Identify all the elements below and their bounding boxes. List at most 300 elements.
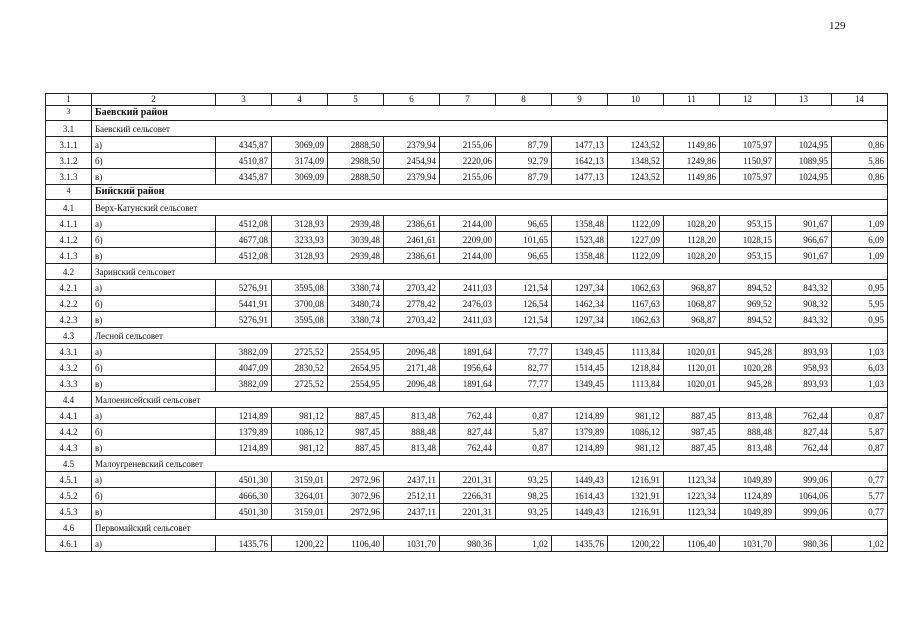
value-cell: 2888,50 <box>328 137 384 153</box>
value-cell: 945,28 <box>720 344 776 360</box>
value-cell: 981,12 <box>608 408 664 424</box>
tariff-table <box>45 93 888 552</box>
value-cell: 1349,45 <box>552 344 608 360</box>
council-name: Малоугреневский сельсовет <box>92 456 888 472</box>
row-variant-label: в) <box>92 504 216 520</box>
council-name: Первомайский сельсовет <box>92 520 888 536</box>
value-cell: 968,87 <box>664 312 720 328</box>
value-cell: 1024,95 <box>776 137 832 153</box>
value-cell: 1086,12 <box>272 424 328 440</box>
table-row <box>46 472 888 488</box>
value-cell: 0,87 <box>832 408 888 424</box>
value-cell: 1379,89 <box>552 424 608 440</box>
value-cell: 999,06 <box>776 504 832 520</box>
council-code: 4.4 <box>46 392 92 408</box>
value-cell: 92,79 <box>496 153 552 169</box>
value-cell: 1123,34 <box>664 504 720 520</box>
value-cell: 1214,89 <box>552 408 608 424</box>
value-cell: 2512,11 <box>384 488 440 504</box>
value-cell: 3069,09 <box>272 169 328 185</box>
value-cell: 5,95 <box>832 296 888 312</box>
value-cell: 121,54 <box>496 312 552 328</box>
council-code: 4.5 <box>46 456 92 472</box>
value-cell: 1106,40 <box>328 536 384 552</box>
district-code: 3 <box>46 106 92 121</box>
value-cell: 4501,30 <box>216 472 272 488</box>
value-cell: 1891,64 <box>440 376 496 392</box>
council-name: Малоенисейский сельсовет <box>92 392 888 408</box>
value-cell: 2096,48 <box>384 376 440 392</box>
value-cell: 981,12 <box>272 440 328 456</box>
value-cell: 1321,91 <box>608 488 664 504</box>
value-cell: 0,95 <box>832 312 888 328</box>
value-cell: 958,93 <box>776 360 832 376</box>
row-code: 4.3.1 <box>46 344 92 360</box>
row-code: 4.4.1 <box>46 408 92 424</box>
column-number-header: 11 <box>664 94 720 106</box>
value-cell: 1200,22 <box>272 536 328 552</box>
row-code: 4.5.1 <box>46 472 92 488</box>
value-cell: 2155,06 <box>440 169 496 185</box>
value-cell: 1200,22 <box>608 536 664 552</box>
value-cell: 5,86 <box>832 153 888 169</box>
value-cell: 3264,01 <box>272 488 328 504</box>
row-variant-label: в) <box>92 248 216 264</box>
value-cell: 3882,09 <box>216 344 272 360</box>
value-cell: 126,54 <box>496 296 552 312</box>
value-cell: 5441,91 <box>216 296 272 312</box>
value-cell: 96,65 <box>496 216 552 232</box>
district-name: Баевский район <box>92 106 888 121</box>
value-cell: 980,36 <box>776 536 832 552</box>
value-cell: 3380,74 <box>328 280 384 296</box>
row-variant-label: в) <box>92 440 216 456</box>
value-cell: 1020,28 <box>720 360 776 376</box>
value-cell: 5,77 <box>832 488 888 504</box>
row-code: 4.1.3 <box>46 248 92 264</box>
value-cell: 1891,64 <box>440 344 496 360</box>
column-number-header: 4 <box>272 94 328 106</box>
column-number-header: 14 <box>832 94 888 106</box>
value-cell: 2201,31 <box>440 504 496 520</box>
value-cell: 1,09 <box>832 248 888 264</box>
table-row <box>46 504 888 520</box>
value-cell: 1227,09 <box>608 232 664 248</box>
row-code: 4.2.2 <box>46 296 92 312</box>
row-code: 4.2.3 <box>46 312 92 328</box>
value-cell: 901,67 <box>776 248 832 264</box>
value-cell: 3174,09 <box>272 153 328 169</box>
value-cell: 121,54 <box>496 280 552 296</box>
value-cell: 1028,15 <box>720 232 776 248</box>
row-code: 4.6.1 <box>46 536 92 552</box>
table-row <box>46 137 888 153</box>
value-cell: 1113,84 <box>608 376 664 392</box>
value-cell: 1028,20 <box>664 216 720 232</box>
council-code: 4.2 <box>46 264 92 280</box>
value-cell: 3595,08 <box>272 280 328 296</box>
value-cell: 1122,09 <box>608 216 664 232</box>
value-cell: 1956,64 <box>440 360 496 376</box>
value-cell: 4047,09 <box>216 360 272 376</box>
row-code: 4.3.3 <box>46 376 92 392</box>
value-cell: 762,44 <box>776 408 832 424</box>
value-cell: 1216,91 <box>608 472 664 488</box>
value-cell: 1028,20 <box>664 248 720 264</box>
value-cell: 887,45 <box>664 440 720 456</box>
row-variant-label: а) <box>92 216 216 232</box>
value-cell: 1123,34 <box>664 472 720 488</box>
row-code: 3.1.3 <box>46 169 92 185</box>
value-cell: 2972,96 <box>328 504 384 520</box>
value-cell: 4512,08 <box>216 248 272 264</box>
column-number-header: 5 <box>328 94 384 106</box>
value-cell: 1297,34 <box>552 312 608 328</box>
value-cell: 2144,00 <box>440 216 496 232</box>
value-cell: 2209,00 <box>440 232 496 248</box>
table-row <box>46 248 888 264</box>
value-cell: 2461,61 <box>384 232 440 248</box>
value-cell: 969,52 <box>720 296 776 312</box>
value-cell: 2476,03 <box>440 296 496 312</box>
value-cell: 82,77 <box>496 360 552 376</box>
row-variant-label: а) <box>92 408 216 424</box>
value-cell: 1614,43 <box>552 488 608 504</box>
value-cell: 1477,13 <box>552 169 608 185</box>
value-cell: 813,48 <box>384 440 440 456</box>
value-cell: 0,95 <box>832 280 888 296</box>
value-cell: 2554,95 <box>328 344 384 360</box>
council-name: Верх-Катунский сельсовет <box>92 200 888 216</box>
value-cell: 813,48 <box>384 408 440 424</box>
value-cell: 3882,09 <box>216 376 272 392</box>
value-cell: 1062,63 <box>608 312 664 328</box>
column-number-header: 12 <box>720 94 776 106</box>
table-row <box>46 440 888 456</box>
value-cell: 2939,48 <box>328 248 384 264</box>
value-cell: 2725,52 <box>272 376 328 392</box>
row-variant-label: а) <box>92 344 216 360</box>
value-cell: 1477,13 <box>552 137 608 153</box>
value-cell: 6,03 <box>832 360 888 376</box>
council-row <box>46 200 888 216</box>
value-cell: 813,48 <box>720 408 776 424</box>
value-cell: 2725,52 <box>272 344 328 360</box>
value-cell: 3072,96 <box>328 488 384 504</box>
value-cell: 1128,20 <box>664 232 720 248</box>
value-cell: 1348,52 <box>608 153 664 169</box>
value-cell: 3380,74 <box>328 312 384 328</box>
row-code: 4.4.2 <box>46 424 92 440</box>
value-cell: 1149,86 <box>664 169 720 185</box>
council-code: 4.1 <box>46 200 92 216</box>
council-row <box>46 328 888 344</box>
value-cell: 2144,00 <box>440 248 496 264</box>
row-variant-label: б) <box>92 488 216 504</box>
value-cell: 1024,95 <box>776 169 832 185</box>
value-cell: 1020,01 <box>664 376 720 392</box>
value-cell: 1149,86 <box>664 137 720 153</box>
value-cell: 0,86 <box>832 169 888 185</box>
row-variant-label: б) <box>92 232 216 248</box>
council-code: 4.3 <box>46 328 92 344</box>
table-row <box>46 216 888 232</box>
value-cell: 1,09 <box>832 216 888 232</box>
value-cell: 1449,43 <box>552 472 608 488</box>
value-cell: 894,52 <box>720 280 776 296</box>
value-cell: 987,45 <box>328 424 384 440</box>
value-cell: 1089,95 <box>776 153 832 169</box>
value-cell: 1122,09 <box>608 248 664 264</box>
row-variant-label: а) <box>92 137 216 153</box>
table-row <box>46 360 888 376</box>
value-cell: 762,44 <box>776 440 832 456</box>
value-cell: 2888,50 <box>328 169 384 185</box>
value-cell: 1514,45 <box>552 360 608 376</box>
value-cell: 1064,06 <box>776 488 832 504</box>
council-row <box>46 456 888 472</box>
council-code: 3.1 <box>46 121 92 137</box>
value-cell: 4677,08 <box>216 232 272 248</box>
table-row <box>46 153 888 169</box>
value-cell: 4512,08 <box>216 216 272 232</box>
value-cell: 4501,30 <box>216 504 272 520</box>
value-cell: 888,48 <box>720 424 776 440</box>
council-row <box>46 392 888 408</box>
value-cell: 1113,84 <box>608 344 664 360</box>
council-code: 4.6 <box>46 520 92 536</box>
value-cell: 1218,84 <box>608 360 664 376</box>
value-cell: 1031,70 <box>720 536 776 552</box>
row-code: 4.5.2 <box>46 488 92 504</box>
value-cell: 827,44 <box>440 424 496 440</box>
value-cell: 3700,08 <box>272 296 328 312</box>
value-cell: 1124,89 <box>720 488 776 504</box>
value-cell: 762,44 <box>440 440 496 456</box>
value-cell: 4345,87 <box>216 137 272 153</box>
value-cell: 1349,45 <box>552 376 608 392</box>
value-cell: 1249,86 <box>664 153 720 169</box>
row-variant-label: в) <box>92 376 216 392</box>
table-row <box>46 424 888 440</box>
value-cell: 3159,01 <box>272 472 328 488</box>
value-cell: 2379,94 <box>384 137 440 153</box>
row-code: 3.1.1 <box>46 137 92 153</box>
row-variant-label: б) <box>92 296 216 312</box>
value-cell: 2201,31 <box>440 472 496 488</box>
row-code: 4.5.3 <box>46 504 92 520</box>
value-cell: 2830,52 <box>272 360 328 376</box>
value-cell: 1243,52 <box>608 169 664 185</box>
value-cell: 981,12 <box>272 408 328 424</box>
value-cell: 1214,89 <box>552 440 608 456</box>
header-row <box>46 94 888 106</box>
value-cell: 893,93 <box>776 376 832 392</box>
value-cell: 5276,91 <box>216 280 272 296</box>
value-cell: 3159,01 <box>272 504 328 520</box>
row-variant-label: б) <box>92 424 216 440</box>
value-cell: 908,32 <box>776 296 832 312</box>
value-cell: 893,93 <box>776 344 832 360</box>
district-code: 4 <box>46 185 92 200</box>
value-cell: 77,77 <box>496 376 552 392</box>
value-cell: 5,87 <box>832 424 888 440</box>
value-cell: 2379,94 <box>384 169 440 185</box>
column-number-header: 2 <box>92 94 216 106</box>
value-cell: 1449,43 <box>552 504 608 520</box>
value-cell: 1216,91 <box>608 504 664 520</box>
row-code: 4.1.2 <box>46 232 92 248</box>
value-cell: 987,45 <box>664 424 720 440</box>
value-cell: 953,15 <box>720 216 776 232</box>
row-variant-label: б) <box>92 360 216 376</box>
value-cell: 1,02 <box>496 536 552 552</box>
value-cell: 1,02 <box>832 536 888 552</box>
value-cell: 87,79 <box>496 169 552 185</box>
table-row <box>46 536 888 552</box>
table-row <box>46 169 888 185</box>
value-cell: 2411,03 <box>440 280 496 296</box>
column-number-header: 8 <box>496 94 552 106</box>
row-code: 4.3.2 <box>46 360 92 376</box>
value-cell: 93,25 <box>496 472 552 488</box>
row-variant-label: в) <box>92 169 216 185</box>
table-row <box>46 488 888 504</box>
table-row <box>46 408 888 424</box>
value-cell: 2096,48 <box>384 344 440 360</box>
value-cell: 1049,89 <box>720 472 776 488</box>
value-cell: 762,44 <box>440 408 496 424</box>
value-cell: 3480,74 <box>328 296 384 312</box>
value-cell: 87,79 <box>496 137 552 153</box>
value-cell: 2939,48 <box>328 216 384 232</box>
district-row <box>46 185 888 200</box>
value-cell: 968,87 <box>664 280 720 296</box>
value-cell: 981,12 <box>608 440 664 456</box>
value-cell: 966,67 <box>776 232 832 248</box>
value-cell: 0,87 <box>496 408 552 424</box>
value-cell: 2972,96 <box>328 472 384 488</box>
value-cell: 96,65 <box>496 248 552 264</box>
value-cell: 1,03 <box>832 344 888 360</box>
column-number-header: 13 <box>776 94 832 106</box>
row-variant-label: а) <box>92 472 216 488</box>
value-cell: 2155,06 <box>440 137 496 153</box>
value-cell: 1523,48 <box>552 232 608 248</box>
value-cell: 1214,89 <box>216 440 272 456</box>
value-cell: 1150,97 <box>720 153 776 169</box>
value-cell: 4510,87 <box>216 153 272 169</box>
value-cell: 5,87 <box>496 424 552 440</box>
value-cell: 1214,89 <box>216 408 272 424</box>
value-cell: 2411,03 <box>440 312 496 328</box>
row-variant-label: а) <box>92 280 216 296</box>
value-cell: 1379,89 <box>216 424 272 440</box>
value-cell: 1075,97 <box>720 137 776 153</box>
column-number-header: 1 <box>46 94 92 106</box>
value-cell: 2988,50 <box>328 153 384 169</box>
value-cell: 1167,63 <box>608 296 664 312</box>
column-number-header: 7 <box>440 94 496 106</box>
row-code: 4.1.1 <box>46 216 92 232</box>
value-cell: 1020,01 <box>664 344 720 360</box>
value-cell: 2220,06 <box>440 153 496 169</box>
value-cell: 101,65 <box>496 232 552 248</box>
value-cell: 1031,70 <box>384 536 440 552</box>
value-cell: 843,32 <box>776 280 832 296</box>
value-cell: 3128,93 <box>272 216 328 232</box>
value-cell: 1120,01 <box>664 360 720 376</box>
row-variant-label: а) <box>92 536 216 552</box>
value-cell: 1243,52 <box>608 137 664 153</box>
value-cell: 3128,93 <box>272 248 328 264</box>
value-cell: 888,48 <box>384 424 440 440</box>
value-cell: 2454,94 <box>384 153 440 169</box>
council-name: Баевский сельсовет <box>92 121 888 137</box>
value-cell: 827,44 <box>776 424 832 440</box>
value-cell: 98,25 <box>496 488 552 504</box>
value-cell: 2654,95 <box>328 360 384 376</box>
value-cell: 4666,30 <box>216 488 272 504</box>
council-name: Лесной сельсовет <box>92 328 888 344</box>
district-name: Бийский район <box>92 185 888 200</box>
value-cell: 1462,34 <box>552 296 608 312</box>
value-cell: 2554,95 <box>328 376 384 392</box>
column-number-header: 6 <box>384 94 440 106</box>
table-row <box>46 280 888 296</box>
value-cell: 2171,48 <box>384 360 440 376</box>
value-cell: 1075,97 <box>720 169 776 185</box>
value-cell: 813,48 <box>720 440 776 456</box>
district-row <box>46 106 888 121</box>
value-cell: 3069,09 <box>272 137 328 153</box>
value-cell: 0,87 <box>832 440 888 456</box>
value-cell: 2437,11 <box>384 472 440 488</box>
value-cell: 93,25 <box>496 504 552 520</box>
value-cell: 6,09 <box>832 232 888 248</box>
value-cell: 945,28 <box>720 376 776 392</box>
council-row <box>46 264 888 280</box>
value-cell: 1435,76 <box>216 536 272 552</box>
value-cell: 1106,40 <box>664 536 720 552</box>
row-variant-label: б) <box>92 153 216 169</box>
value-cell: 3233,93 <box>272 232 328 248</box>
value-cell: 1068,87 <box>664 296 720 312</box>
council-name: Заринский сельсовет <box>92 264 888 280</box>
value-cell: 0,77 <box>832 504 888 520</box>
value-cell: 4345,87 <box>216 169 272 185</box>
value-cell: 1358,48 <box>552 216 608 232</box>
value-cell: 1642,13 <box>552 153 608 169</box>
value-cell: 999,06 <box>776 472 832 488</box>
value-cell: 2703,42 <box>384 312 440 328</box>
value-cell: 1435,76 <box>552 536 608 552</box>
value-cell: 1049,89 <box>720 504 776 520</box>
value-cell: 0,77 <box>832 472 888 488</box>
page-number: 129 <box>829 20 846 32</box>
council-row <box>46 520 888 536</box>
value-cell: 2386,61 <box>384 248 440 264</box>
value-cell: 980,36 <box>440 536 496 552</box>
row-code: 3.1.2 <box>46 153 92 169</box>
value-cell: 1358,48 <box>552 248 608 264</box>
value-cell: 1086,12 <box>608 424 664 440</box>
value-cell: 2703,42 <box>384 280 440 296</box>
value-cell: 843,32 <box>776 312 832 328</box>
value-cell: 887,45 <box>664 408 720 424</box>
value-cell: 77,77 <box>496 344 552 360</box>
value-cell: 0,86 <box>832 137 888 153</box>
